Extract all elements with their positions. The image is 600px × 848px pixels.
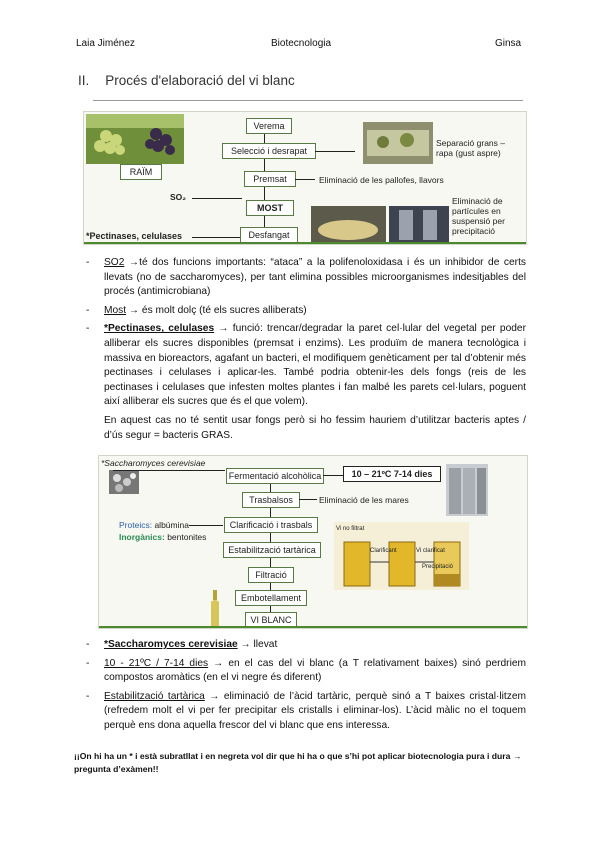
section-title (78, 73, 295, 88)
note-desfangat: Eliminació de partícules en suspensió per precipitació (452, 196, 505, 236)
pectinases-label: *Pectinases, celulases (86, 231, 183, 241)
inorganics-line (119, 532, 206, 542)
so2-arrow (192, 198, 242, 199)
inorganics-label: Inorgànics: (119, 532, 165, 542)
fermentation-tanks-photo (446, 464, 488, 516)
bullet-term: SO2 (104, 257, 125, 268)
header-author: Laia Jiménez (76, 38, 135, 49)
tank-label: Vi no filtrat (336, 526, 365, 532)
figure-underline-2 (99, 626, 527, 628)
step-desfangat: Desfangat (240, 227, 298, 243)
bullets-section-1 (86, 256, 526, 443)
sacch-arrow (113, 470, 225, 471)
tank-photo (389, 206, 449, 242)
bullet-term: Estabilització tartàrica (104, 690, 205, 702)
list-item: - *Saccharomyces cerevisiae → llevat (86, 639, 278, 650)
bullet-text: → llevat (237, 639, 278, 650)
step-seleccio: Selecció i desrapat (222, 143, 316, 159)
sacch-label: *Saccharomyces cerevisiae (101, 458, 206, 468)
step-verema: Verema (246, 118, 292, 134)
figure-process-2 (98, 455, 528, 629)
tank-label: Precipitació (422, 564, 454, 570)
section-title-text: Procés d'elaboració del vi blanc (105, 73, 295, 88)
list-item: - SO2 →té dos funcions importants: “ataca” a la polifenoloxidasa i és un inhibidor de certs llevats (no de saccharomyces), per tant elimina possibles microorganismes indesitjables del procés (antimicrobiana) (86, 257, 526, 298)
bullet-term: *Saccharomyces cerevisiae (104, 639, 238, 650)
list-item: - *Pectinases, celulases → funció: trencar/degradar la paret cel·lular del vegetal per poder alliberar els sucres disponibles (premsat i enzims). Les produïm de manera tecnològica i massiva en bioreactors, agafant un bacteri, el modifiquem genèticament per tal d’obtenir més pectinases i celulases i aplicar-les. També podria obtenir-les dels fongs (reis de les pectinases i celulases que infesten moltes plantes i fan malbé les parets cel·lulars, poguent així alliberar els sucres que és el que volem). (86, 323, 526, 408)
inorganics-value: bentonites (167, 532, 207, 542)
figure-process-1 (83, 111, 527, 245)
paragraph-gras: En aquest cas no té sentit usar fongs però si ho fessim hauriem d’utilitzar bacteris aptes / d’ús segur = bacteris GRAS. (104, 414, 526, 441)
section-number: II. (78, 73, 90, 88)
raim-label: RAÏM (120, 164, 162, 180)
bullet-term: 10 - 21ºC / 7-14 dies (104, 657, 209, 669)
arrow-proteics (189, 525, 223, 526)
proteics-value: albúmina (154, 520, 189, 530)
arrow-seleccio (315, 151, 355, 152)
wine-bottle-icon (207, 590, 223, 626)
tank-label: Clarificant (370, 548, 397, 554)
note-premsat: Eliminació de les pallofes, llavors (319, 175, 444, 185)
stems-photo (363, 122, 433, 164)
bullet-text: → és molt dolç (té els sucres alliberats) (126, 304, 307, 316)
step-filtracio: Filtració (248, 567, 294, 583)
step-fermentacio: Fermentació alcohòlica (226, 468, 324, 484)
step-trasbalsos: Trasbalsos (242, 492, 300, 508)
list-item: - Estabilització tartàrica → eliminació de l’àcid tartàric, perquè sinó a T baixes cristal·litzem (refredem molt el vi per fer precipitar els cristalls i eliminar-los). L’àcid màlic no el toquem perquè ens dona aquella frescor del vi blanc que ens interessa. (86, 690, 526, 731)
footnote: ¡¡On hi ha un * i està subratllat i en negreta vol dir que hi ha o que s’hi pot aplicar biotecnologia pura i dura → pregunta d’exàmen!! (74, 751, 522, 774)
bullet-text: → eliminació de l’àcid tartàric, perquè sinó a T baixes cristal·litzem (refredem molt el vi per fer precipitar els cristalls i eliminar-los). L’àcid màlic no el toquem perquè ens dona aquella frescor del vi blanc que ens interessa. (104, 690, 526, 731)
pectinases-arrow (192, 237, 242, 238)
arrow-temp (323, 475, 343, 476)
list-item: - Most → és molt dolç (té els sucres alliberats) (86, 304, 307, 316)
bullet-text: → funció: trencar/degradar la paret cel·lular del vegetal per poder alliberar els sucres disponibles (premsat i enzims). Les produïm de manera tecnològica i massiva en bioreactors, agafant un bacteri, el modifiquem genèticament per tal d’obtenir més pectinases i celulases i aplicar-les. També podria obtenir-les dels fongs (reis de les pectinases i celulases que infesten moltes plantes i fan malbé les parets cel·lulars, poguent així alliberar els sucres que és el que volem). (104, 323, 526, 408)
step-clarificacio: Clarificació i trasbals (224, 517, 318, 533)
temp-box: 10 – 21ºC 7-14 dies (343, 466, 441, 482)
clarification-diagram (334, 522, 469, 590)
note-trasbalsos: Eliminació de les mares (319, 495, 409, 505)
must-photo (311, 206, 386, 242)
grapes-photo (86, 114, 184, 164)
bullets-section-2 (86, 638, 526, 738)
tank-label: Vi clarificat (416, 548, 445, 554)
step-embotellament: Embotellament (235, 590, 307, 606)
step-vi-blanc: VI BLANC (245, 612, 297, 628)
header-subject: Biotecnologia (271, 38, 332, 49)
yeast-photo (109, 470, 139, 494)
bullet-term: Most (104, 304, 127, 316)
proteics-line (119, 520, 189, 530)
arrow-premsat (295, 179, 315, 180)
step-most: MOST (246, 200, 294, 216)
header-school: Ginsa (495, 38, 522, 49)
list-item: - 10 - 21ºC / 7-14 dies → en el cas del vi blanc (a T relativament baixes) sinó perdriem compostos aromàtics (en el vi negre és diferent) (86, 657, 526, 684)
step-estabilitzacio: Estabilització tartàrica (223, 542, 321, 558)
arrow-trasbalsos (299, 499, 317, 500)
note-seleccio: Separació grans – rapa (gust aspre) (436, 138, 505, 158)
bullet-text: →té dos funcions importants: “ataca” a la polifenoloxidasa i és un inhibidor de certs llevats (no de saccharomyces), per tant elimina possibles microorganismes indesitjables del procés (antimicrobiana) (104, 257, 526, 298)
bullet-text: → en el cas del vi blanc (a T relativament baixes) sinó perdriem compostos aromàtics (en el vi negre és diferent) (104, 657, 526, 684)
step-premsat: Premsat (244, 171, 296, 187)
so2-label: SO₂ (170, 192, 187, 202)
bullet-term: *Pectinases, celulases (104, 323, 215, 335)
title-divider (93, 100, 523, 101)
figure-underline (84, 242, 526, 244)
proteics-label: Proteics: (119, 520, 153, 530)
